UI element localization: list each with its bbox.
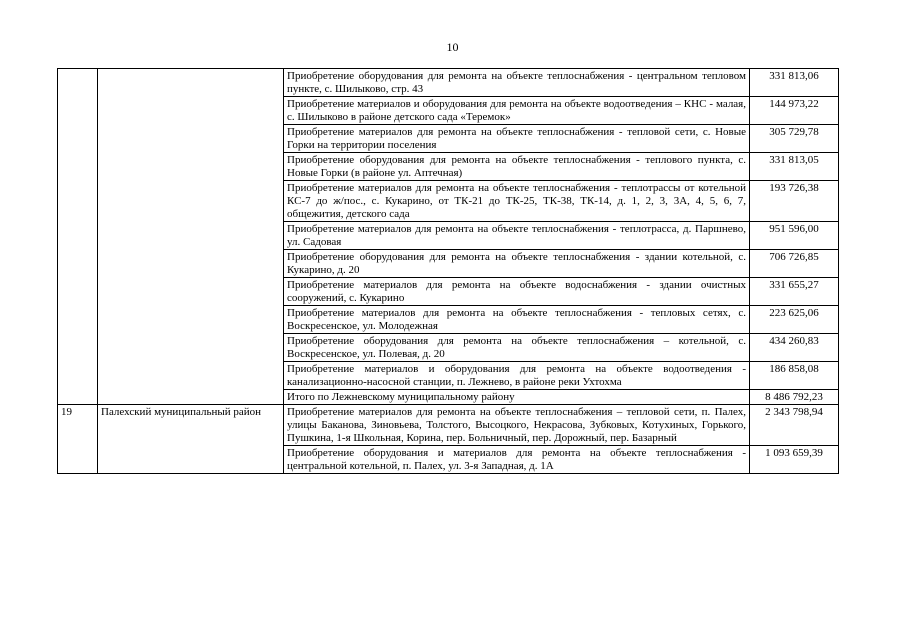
description-cell: Приобретение материалов для ремонта на объекте теплоснабжения - тепловой сети, с. Новые Горки на территории поселения xyxy=(284,125,750,153)
description-cell: Приобретение материалов для ремонта на объекте теплоснабжения - теплотрасса, д. Паршнево, ул. Садовая xyxy=(284,222,750,250)
description-cell: Приобретение материалов для ремонта на объекте водоснабжения - здании очистных сооружений, с. Кукарино xyxy=(284,278,750,306)
page-number: 10 xyxy=(446,40,459,54)
district-cell xyxy=(98,69,284,405)
amount-cell: 2 343 798,94 xyxy=(750,405,839,446)
amount-cell: 186 858,08 xyxy=(750,362,839,390)
amount-cell: 305 729,78 xyxy=(750,125,839,153)
total-label-cell: Итого по Лежневскому муниципальному району xyxy=(284,390,750,405)
description-cell: Приобретение оборудования для ремонта на объекте теплоснабжения - центральном тепловом пункте, с. Шилыково, стр. 43 xyxy=(284,69,750,97)
description-cell: Приобретение материалов для ремонта на объекте теплоснабжения - теплотрассы от котельной КС-7 до ж/пос., с. Кукарино, от ТК-21 до ТК-25, ТК-38, ТК-14, д. 1, 2, 3, 3А, 4, 5, 6, 7, общежития, детского сада xyxy=(284,181,750,222)
amount-cell: 193 726,38 xyxy=(750,181,839,222)
district-cell: Палехский муниципальный район xyxy=(98,405,284,474)
amount-cell: 331 813,06 xyxy=(750,69,839,97)
description-cell: Приобретение материалов и оборудования для ремонта на объекте водоотведения – КНС - малая, с. Шилыково в районе детского сада «Теремок» xyxy=(284,97,750,125)
amount-cell: 223 625,06 xyxy=(750,306,839,334)
amount-cell: 331 655,27 xyxy=(750,278,839,306)
amount-cell: 331 813,05 xyxy=(750,153,839,181)
description-cell: Приобретение материалов и оборудования для ремонта на объекте водоотведения - канализационно-насосной станции, п. Лежнево, в районе реки Ухтохма xyxy=(284,362,750,390)
description-cell: Приобретение материалов для ремонта на объекте теплоснабжения - тепловых сетях, с. Воскресенское, ул. Молодежная xyxy=(284,306,750,334)
description-cell: Приобретение оборудования для ремонта на объекте теплоснабжения - теплового пункта, с. Новые Горки (в районе ул. Аптечная) xyxy=(284,153,750,181)
row-number-cell: 19 xyxy=(58,405,98,474)
table-row xyxy=(58,405,839,446)
funding-table xyxy=(57,68,839,474)
description-cell: Приобретение оборудования для ремонта на объекте теплоснабжения - здании котельной, с. Кукарино, д. 20 xyxy=(284,250,750,278)
table-row xyxy=(58,69,839,97)
amount-cell: 951 596,00 xyxy=(750,222,839,250)
amount-cell: 706 726,85 xyxy=(750,250,839,278)
description-cell: Приобретение оборудования и материалов для ремонта на объекте теплоснабжения - центральной котельной, п. Палех, ул. 3-я Западная, д. 1А xyxy=(284,446,750,474)
row-number-cell xyxy=(58,69,98,405)
total-amount-cell: 8 486 792,23 xyxy=(750,390,839,405)
description-cell: Приобретение оборудования для ремонта на объекте теплоснабжения – котельной, с. Воскресенское, ул. Полевая, д. 20 xyxy=(284,334,750,362)
description-cell: Приобретение материалов для ремонта на объекте теплоснабжения – тепловой сети, п. Палех, улицы Баканова, Зиновьева, Толстого, Высоцкого, Некрасова, Зубковых, Котухиных, Горького, Пушкина, 1-я Школьная, Корина, пер. Больничный, пер. Дорожный, пер. Базарный xyxy=(284,405,750,446)
amount-cell: 144 973,22 xyxy=(750,97,839,125)
amount-cell: 1 093 659,39 xyxy=(750,446,839,474)
amount-cell: 434 260,83 xyxy=(750,334,839,362)
